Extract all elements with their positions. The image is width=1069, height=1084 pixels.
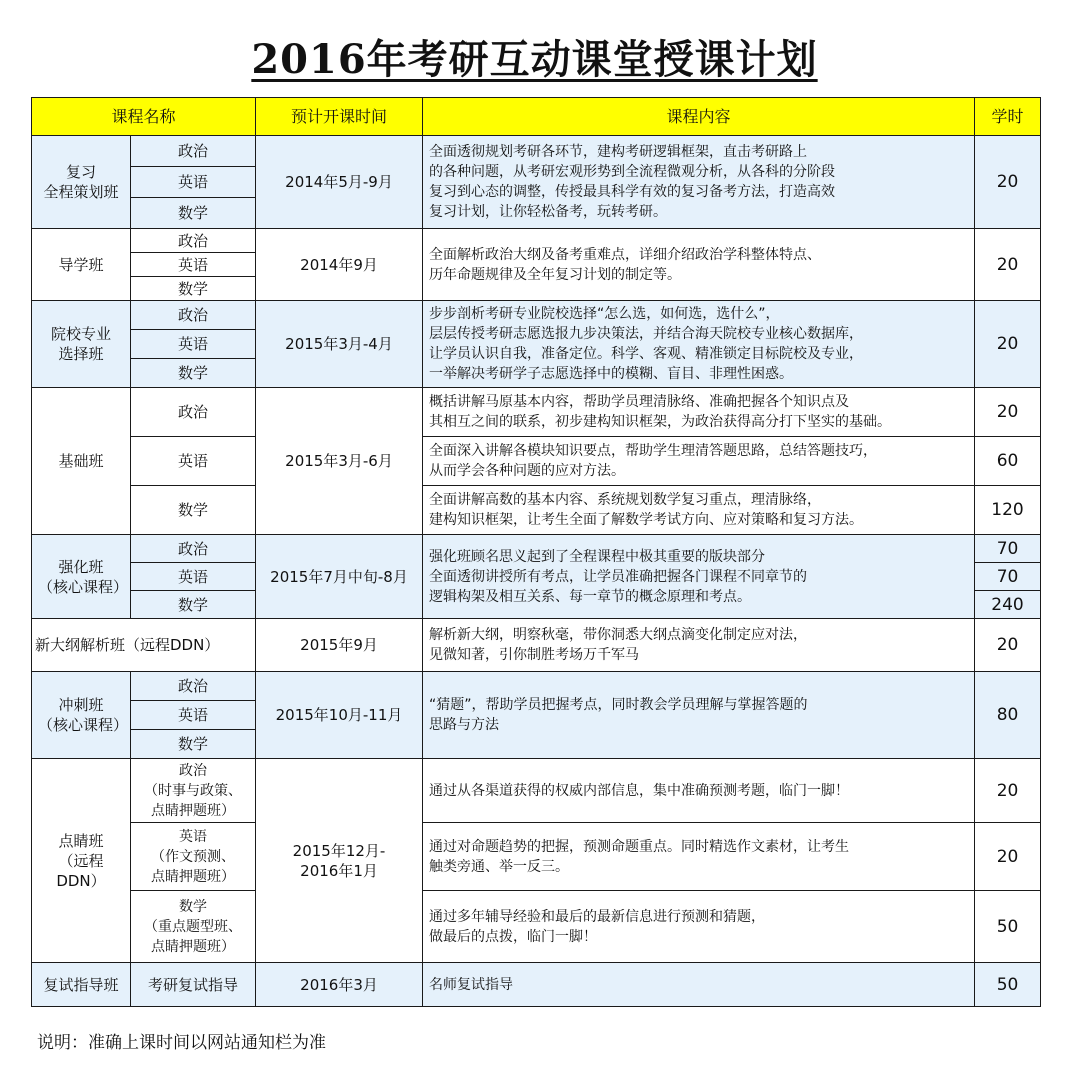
course-content: 通过从各渠道获得的权威内部信息，集中准确预测考题，临门一脚！ bbox=[423, 759, 975, 823]
course-hours: 50 bbox=[975, 963, 1041, 1007]
header-hours: 学时 bbox=[975, 98, 1041, 136]
subject-cell: 政治 bbox=[131, 136, 256, 167]
course-hours: 70 bbox=[975, 563, 1041, 591]
course-time: 2015年9月 bbox=[256, 619, 423, 672]
course-name: 导学班 bbox=[32, 229, 131, 301]
course-name: 复习 全程策划班 bbox=[32, 136, 131, 229]
course-hours: 20 bbox=[975, 823, 1041, 891]
table-row bbox=[32, 891, 1041, 963]
course-hours: 80 bbox=[975, 672, 1041, 759]
course-hours: 120 bbox=[975, 486, 1041, 535]
subject-cell: 英语 bbox=[131, 167, 256, 198]
course-content: 全面透彻规划考研各环节，建构考研逻辑框架，直击考研路上 的各种问题，从考研宏观形势到全流程微观分析，从各科的分阶段 复习到心态的调整，传授最具科学有效的复习备考方法，打造高效 复习计划，让你轻松备考，玩转考研。 bbox=[423, 136, 975, 229]
table-row bbox=[32, 229, 1041, 253]
course-time: 2014年5月-9月 bbox=[256, 136, 423, 229]
subject-cell: 政治 bbox=[131, 672, 256, 701]
course-time: 2016年3月 bbox=[256, 963, 423, 1007]
course-content: 通过对命题趋势的把握，预测命题重点。同时精选作文素材，让考生 触类旁通、举一反三。 bbox=[423, 823, 975, 891]
subject-cell: 英语 bbox=[131, 253, 256, 277]
course-name: 院校专业 选择班 bbox=[32, 301, 131, 388]
table-row bbox=[32, 486, 1041, 535]
subject-cell: 数学 bbox=[131, 486, 256, 535]
course-name: 新大纲解析班（远程DDN） bbox=[32, 619, 256, 672]
course-content: 强化班顾名思义起到了全程课程中极其重要的版块部分 全面透彻讲授所有考点，让学员准确把握各门课程不同章节的 逻辑构架及相互关系、每一章节的概念原理和考点。 bbox=[423, 535, 975, 619]
course-content: 解析新大纲，明察秋毫，带你洞悉大纲点滴变化制定应对法， 见微知著，引你制胜考场万千军马 bbox=[423, 619, 975, 672]
subject-cell: 数学 bbox=[131, 730, 256, 759]
table-row bbox=[32, 672, 1041, 701]
course-hours: 20 bbox=[975, 301, 1041, 388]
table-row bbox=[32, 136, 1041, 167]
table-row bbox=[32, 388, 1041, 437]
course-hours: 50 bbox=[975, 891, 1041, 963]
course-hours: 20 bbox=[975, 388, 1041, 437]
course-hours: 60 bbox=[975, 437, 1041, 486]
course-hours: 70 bbox=[975, 535, 1041, 563]
course-content: 概括讲解马原基本内容，帮助学员理清脉络、准确把握各个知识点及 其相互之间的联系，初步建构知识框架，为政治获得高分打下坚实的基础。 bbox=[423, 388, 975, 437]
course-hours: 20 bbox=[975, 759, 1041, 823]
course-content: 全面深入讲解各模块知识要点，帮助学生理清答题思路，总结答题技巧， 从而学会各种问题的应对方法。 bbox=[423, 437, 975, 486]
subject-cell: 数学 bbox=[131, 277, 256, 301]
course-hours: 20 bbox=[975, 229, 1041, 301]
subject-cell: 英语 bbox=[131, 330, 256, 359]
header-course: 课程名称 bbox=[32, 98, 256, 136]
course-content: 全面解析政治大纲及备考重难点，详细介绍政治学科整体特点、 历年命题规律及全年复习计划的制定等。 bbox=[423, 229, 975, 301]
subject-cell: 英语 bbox=[131, 563, 256, 591]
table-row bbox=[32, 963, 1041, 1007]
course-time: 2015年7月中旬-8月 bbox=[256, 535, 423, 619]
subject-cell: 政治 bbox=[131, 229, 256, 253]
table-row bbox=[32, 301, 1041, 330]
subject-cell: 政治 bbox=[131, 535, 256, 563]
course-name: 强化班 （核心课程） bbox=[32, 535, 131, 619]
course-time: 2015年12月- 2016年1月 bbox=[256, 759, 423, 963]
course-content: 步步剖析考研专业院校选择“怎么选，如何选，选什么”， 层层传授考研志愿选报九步决策法，并结合海天院校专业核心数据库， 让学员认识自我，准备定位。科学、客观、精准锁定目标院校及专业， 一举解决考研学子志愿选择中的模糊、盲目、非理性困惑。 bbox=[423, 301, 975, 388]
table-row bbox=[32, 535, 1041, 563]
course-name: 点睛班 （远程DDN） bbox=[32, 759, 131, 963]
course-name: 复试指导班 bbox=[32, 963, 131, 1007]
subject-cell: 考研复试指导 bbox=[131, 963, 256, 1007]
header-content: 课程内容 bbox=[423, 98, 975, 136]
table-row bbox=[32, 619, 1041, 672]
table-row bbox=[32, 437, 1041, 486]
subject-cell: 数学 （重点题型班、 点睛押题班） bbox=[131, 891, 256, 963]
course-hours: 20 bbox=[975, 136, 1041, 229]
course-hours: 240 bbox=[975, 591, 1041, 619]
course-content: 名师复试指导 bbox=[423, 963, 975, 1007]
course-time: 2015年3月-4月 bbox=[256, 301, 423, 388]
subject-cell: 英语 bbox=[131, 701, 256, 730]
course-content: 全面讲解高数的基本内容、系统规划数学复习重点，理清脉络， 建构知识框架，让考生全面了解数学考试方向、应对策略和复习方法。 bbox=[423, 486, 975, 535]
subject-cell: 数学 bbox=[131, 198, 256, 229]
course-plan-table bbox=[31, 97, 1041, 1007]
course-time: 2015年10月-11月 bbox=[256, 672, 423, 759]
header-time: 预计开课时间 bbox=[256, 98, 423, 136]
course-time: 2014年9月 bbox=[256, 229, 423, 301]
table-row bbox=[32, 823, 1041, 891]
course-time: 2015年3月-6月 bbox=[256, 388, 423, 535]
subject-cell: 英语 （作文预测、 点睛押题班） bbox=[131, 823, 256, 891]
page-title: 2016年考研互动课堂授课计划 bbox=[251, 36, 818, 83]
subject-cell: 政治 bbox=[131, 388, 256, 437]
course-hours: 20 bbox=[975, 619, 1041, 672]
subject-cell: 政治 bbox=[131, 301, 256, 330]
table-row bbox=[32, 759, 1041, 823]
table-header-row bbox=[32, 98, 1041, 136]
subject-cell: 数学 bbox=[131, 591, 256, 619]
footnote: 说明：准确上课时间以网站通知栏为准 bbox=[37, 1033, 326, 1053]
course-name: 基础班 bbox=[32, 388, 131, 535]
subject-cell: 数学 bbox=[131, 359, 256, 388]
course-content: 通过多年辅导经验和最后的最新信息进行预测和猜题， 做最后的点拨，临门一脚！ bbox=[423, 891, 975, 963]
course-content: “猜题”，帮助学员把握考点，同时教会学员理解与掌握答题的 思路与方法 bbox=[423, 672, 975, 759]
subject-cell: 英语 bbox=[131, 437, 256, 486]
course-name: 冲刺班 （核心课程） bbox=[32, 672, 131, 759]
subject-cell: 政治 （时事与政策、 点睛押题班） bbox=[131, 759, 256, 823]
